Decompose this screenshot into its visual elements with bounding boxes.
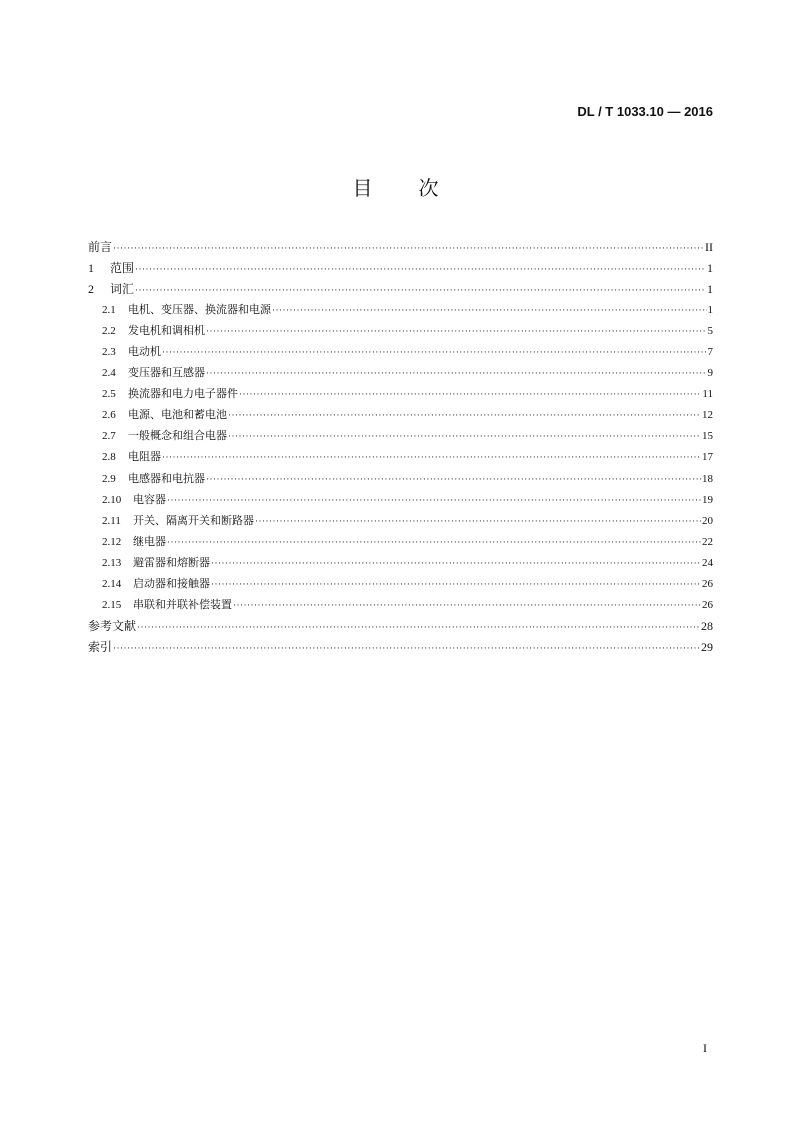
toc-entry-label: 串联和并联补偿装置 [133,598,232,611]
toc-entry-page: 17 [702,451,713,464]
toc-entry-label: 电容器 [133,493,166,506]
dot-leader [135,258,706,280]
toc-entry[interactable] [88,258,713,279]
dot-leader [162,447,701,468]
toc-entry-label: 范围 [110,261,135,276]
standard-number: DL / T 1033.10 — 2016 [577,104,713,119]
toc-entry-number: 2.11 [102,514,121,527]
toc-entry-page: 1 [707,304,713,317]
toc-entry-page: 15 [702,430,713,443]
toc-entry[interactable] [88,595,713,616]
dot-leader [206,363,707,384]
toc-entry-page: 7 [707,346,713,359]
toc-entry[interactable] [88,363,713,384]
dot-leader [167,532,701,553]
toc-entry[interactable] [88,384,713,405]
toc-entry-label: 变压器和互感器 [128,367,205,380]
toc-entry-page: 18 [702,472,713,485]
toc-entry-page: 29 [701,639,713,654]
dot-leader [113,237,704,259]
dot-leader [233,595,701,616]
toc-entry-label: 电动机 [128,346,161,359]
toc-entry-number: 2.10 [102,493,122,506]
toc-entry-page: 24 [702,556,713,569]
toc-entry[interactable] [88,511,713,532]
toc-entry-label: 参考文献 [88,618,137,633]
toc-entry[interactable] [88,426,713,447]
toc-entry-label: 发电机和调相机 [128,325,205,338]
toc-entry-label: 一般概念和组合电器 [128,430,227,443]
toc-entry-number: 2 [88,282,94,297]
toc-entry-page: 12 [702,409,713,422]
toc-entry[interactable] [88,321,713,342]
dot-leader [135,279,706,301]
toc-entry-page: 19 [702,493,713,506]
dot-leader [228,426,701,447]
toc-entry[interactable] [88,637,713,658]
toc-entry[interactable] [88,300,713,321]
dot-leader [211,553,701,574]
dot-leader [272,300,707,321]
page-title: 目 次 [352,176,441,200]
toc-entry[interactable] [88,469,713,490]
dot-leader [255,511,701,532]
toc-entry-label: 开关、隔离开关和断路器 [133,514,254,527]
toc-entry-page: 28 [701,618,713,633]
toc-entry-page: 26 [702,598,713,611]
dot-leader [206,321,707,342]
toc-entry[interactable] [88,574,713,595]
toc-entry-number: 2.2 [102,325,116,338]
toc-entry[interactable] [88,279,713,300]
toc-entry-label: 电感器和电抗器 [128,472,205,485]
toc-entry-number: 2.1 [102,304,116,317]
toc-entry-page: 5 [707,325,713,338]
dot-leader [239,384,701,405]
toc-entry-number: 2.4 [102,367,116,380]
dot-leader [137,616,700,638]
toc-entry-number: 2.7 [102,430,116,443]
toc-entry-page: 26 [702,577,713,590]
toc-entry-number: 2.8 [102,451,116,464]
table-of-contents [88,237,713,658]
toc-entry[interactable] [88,490,713,511]
toc-entry[interactable] [88,616,713,637]
toc-entry-label: 前言 [88,240,113,254]
page-number: I [703,1041,707,1055]
toc-entry-page: 11 [702,388,713,401]
toc-entry-number: 2.12 [102,535,122,548]
toc-entry-label: 避雷器和熔断器 [133,556,210,569]
toc-entry[interactable] [88,342,713,363]
dot-leader [206,469,701,490]
toc-entry[interactable] [88,553,713,574]
dot-leader [113,637,700,659]
toc-entry-page: 22 [702,535,713,548]
toc-entry-number: 2.14 [102,577,122,590]
toc-entry[interactable] [88,447,713,468]
toc-entry-label: 换流器和电力电子器件 [128,388,238,401]
toc-entry-label: 电源、电池和蓄电池 [128,409,227,422]
toc-entry-page: 1 [707,261,713,276]
toc-entry-page: 20 [702,514,713,527]
toc-entry-number: 2.3 [102,346,116,359]
toc-entry-page: II [705,240,713,254]
dot-leader [228,405,701,426]
dot-leader [211,574,701,595]
dot-leader [167,490,701,511]
toc-entry-label: 电机、变压器、换流器和电源 [128,304,271,317]
toc-entry-number: 1 [88,261,94,276]
toc-entry-label: 索引 [88,639,113,654]
toc-entry[interactable] [88,532,713,553]
toc-entry[interactable] [88,405,713,426]
toc-entry-page: 1 [707,282,713,297]
toc-entry-number: 2.13 [102,556,122,569]
toc-entry-label: 继电器 [133,535,166,548]
toc-entry-number: 2.9 [102,472,116,485]
toc-entry-label: 词汇 [110,282,135,297]
toc-entry-number: 2.15 [102,598,122,611]
toc-entry[interactable] [88,237,713,258]
toc-entry-number: 2.6 [102,409,116,422]
toc-entry-label: 电阻器 [128,451,161,464]
toc-entry-number: 2.5 [102,388,116,401]
dot-leader [162,342,707,363]
toc-entry-label: 启动器和接触器 [133,577,210,590]
toc-entry-page: 9 [707,367,713,380]
